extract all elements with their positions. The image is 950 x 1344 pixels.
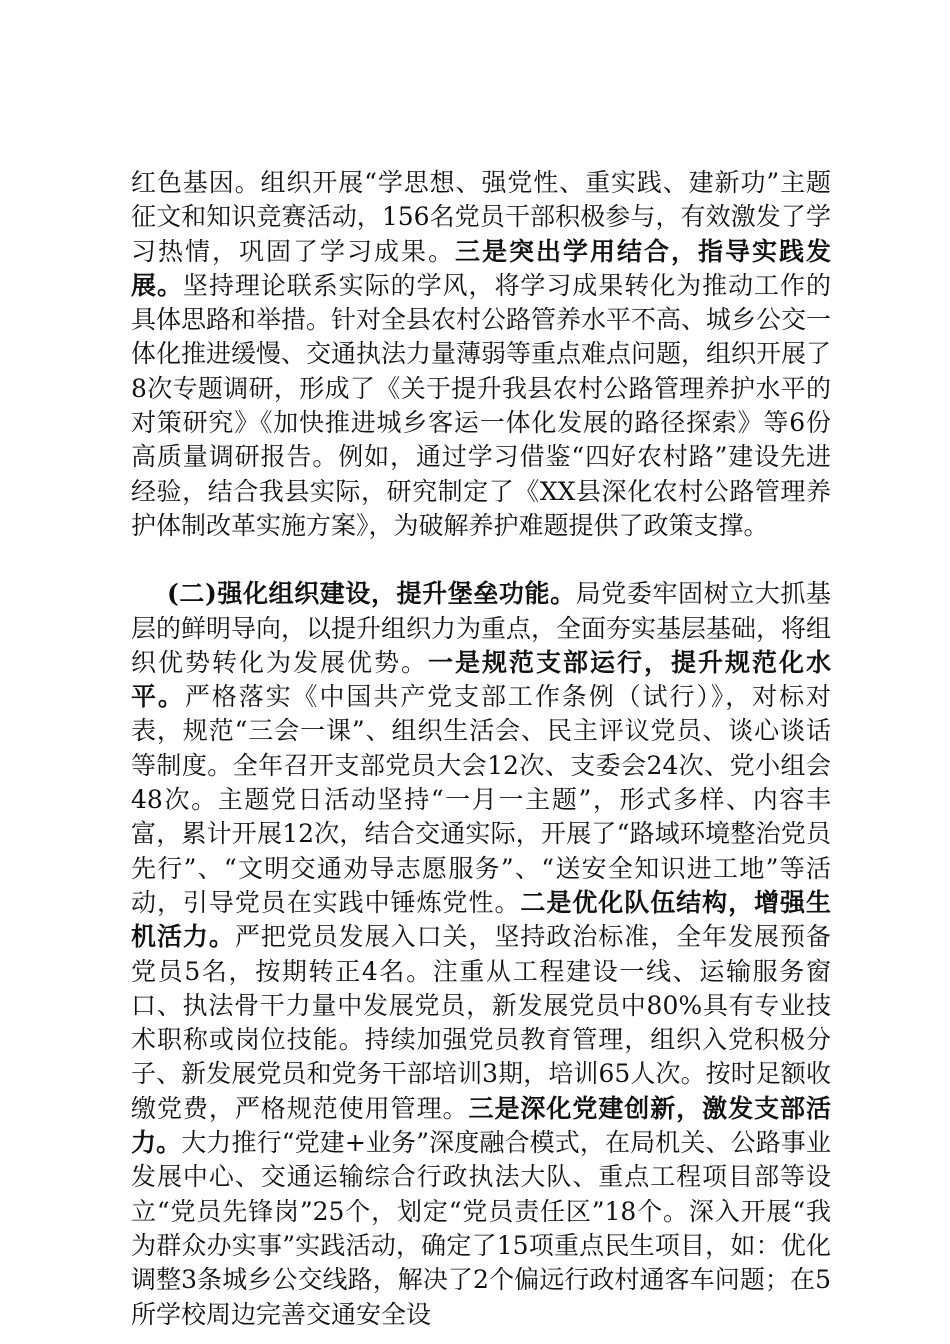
p2-text-2: 严格落实《中国共产党支部工作条例（试行）》，对标对表，规范“三会一课”、组织生活会、民主评议党员、谈心谈话等制度。全年召开支部党员大会12次、支委会24次、党小组会48次。主题党日活动坚持“一月一主题”，形式多样、内容丰富，累计开展12次，结合交通实际，开展了“路域环境整治党员先行”、“文明交通劝导志愿服务”、“送安全知识进工地”等活动，引导党员在实践中锤炼党性。 [131,682,831,917]
paragraph-study-practice [131,166,831,543]
p2-heading-two: 二是优化队伍结构，增强生机活力。 [131,887,831,952]
p2-heading-one: 一是规范支部运行，提升规范化水平。 [131,647,831,712]
paragraph-organization-building [131,577,831,1332]
p1-text-1: 红色基因。组织开展“学思想、强党性、重实践、建新功”主题征文和知识竞赛活动，156名党员干部积极参与，有效激发了学习热情，巩固了学习成果。 [131,168,831,266]
p2-heading-three: 三是深化党建创新，激发支部活力。 [131,1093,831,1158]
p2-text-4: 大力推行“党建+业务”深度融合模式，在局机关、公路事业发展中心、交通运输综合行政执法大队、重点工程项目部等设立“党员先锋岗”25个，划定“党员责任区”18个。深入开展“我为群众办实事”实践活动，确定了15项重点民生项目，如：优化调整3条城乡公交线路，解决了2个偏远行政村通客车问题；在5所学校周边完善交通安全设 [131,1128,831,1329]
p2-text-1: 局党委牢固树立大抓基层的鲜明导向，以提升组织力为重点，全面夯实基层基础，将组织优势转化为发展优势。 [131,579,832,677]
p1-heading-three: 三是突出学用结合，指导实践发展。 [131,236,831,300]
document-page [131,166,831,1332]
p2-text-3: 严把党员发展入口关，坚持政治标准，全年发展预备党员5名，按期转正4名。注重从工程建设一线、运输服务窗口、执法骨干力量中发展党员，新发展党员中80%具有专业技术职称或岗位技能。持续加强党员教育管理，组织入党积极分子、新发展党员和党务干部培训3期，培训65人次。按时足额收缴党费，严格规范使用管理。 [131,922,831,1123]
p2-section-heading: (二)强化组织建设，提升堡垒功能。 [167,579,576,609]
p1-text-2: 坚持理论联系实际的学风，将学习成果转化为推动工作的具体思路和举措。针对全县农村公路管养水平不高、城乡公交一体化推进缓慢、交通执法力量薄弱等重点难点问题，组织开展了8次专题调研，形成了《关于提升我县农村公路管理养护水平的对策研究》《加快推进城乡客运一体化发展的路径探索》等6份高质量调研报告。例如，通过学习借鉴“四好农村路”建设先进经验，结合我县实际，研究制定了《XX县深化农村公路管理养护体制改革实施方案》，为破解养护难题提供了政策支撑。 [131,270,832,540]
